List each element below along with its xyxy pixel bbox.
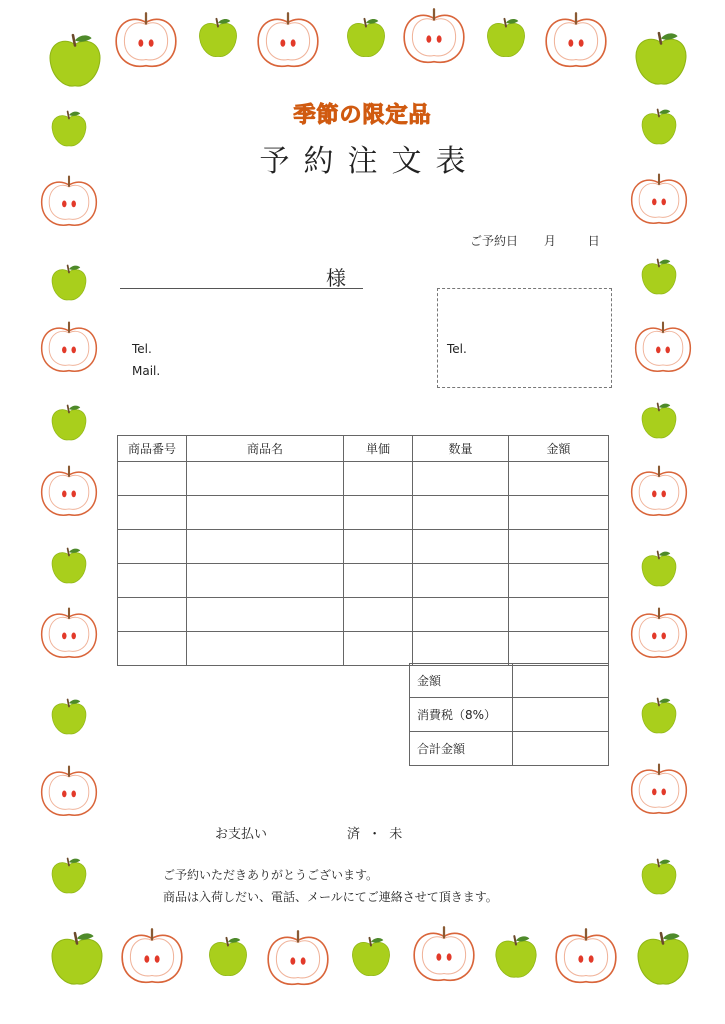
table-row [118,462,609,496]
header-amount: 金額 [509,436,609,462]
cell[interactable] [413,462,509,496]
green-apple-icon [638,256,680,298]
cell[interactable] [413,496,509,530]
cell[interactable] [187,496,344,530]
cell[interactable] [118,632,187,666]
table-row [118,564,609,598]
green-apple-icon [638,400,680,442]
customer-mail-label: Mail. [132,364,161,378]
header-unit-price: 単価 [344,436,413,462]
cell[interactable] [344,462,413,496]
subtotal-value[interactable] [513,664,609,698]
thank-you-message: ご予約いただきありがとうございます。 [163,868,379,882]
header-quantity: 数量 [413,436,509,462]
green-apple-icon [48,696,90,738]
cut-apple-icon [36,604,102,664]
payment-status-options[interactable]: 済 ・ 未 [347,827,405,842]
month-label: 月 [543,234,556,248]
reservation-date [470,232,604,249]
cut-apple-icon [110,10,182,72]
green-apple-icon [638,548,680,590]
table-row [410,698,609,732]
green-apple-icon [48,855,90,897]
green-apple-icon [343,15,389,61]
cell[interactable] [413,632,509,666]
cell[interactable] [509,462,609,496]
cut-apple-icon [36,172,102,232]
green-apple-icon [48,402,90,444]
green-apple-icon [44,30,106,92]
cell[interactable] [413,598,509,632]
day-label: 日 [587,234,600,248]
table-row [118,598,609,632]
cell[interactable] [118,564,187,598]
tax-label: 消費税（8%） [410,698,513,732]
total-label: 合計金額 [410,732,513,766]
tax-value[interactable] [513,698,609,732]
cell[interactable] [344,598,413,632]
shop-tel-label: Tel. [447,342,467,356]
cut-apple-icon [36,462,102,522]
green-apple-icon [488,932,544,982]
items-table [117,435,609,666]
shop-info-box [437,288,612,388]
green-apple-icon [483,15,529,61]
table-row [118,530,609,564]
cell[interactable] [509,530,609,564]
cell[interactable] [509,496,609,530]
cut-apple-icon [398,6,470,68]
cell[interactable] [344,632,413,666]
cut-apple-icon [626,760,692,820]
contact-notice: 商品は入荷しだい、電話、メールにてご連絡させて頂きます。 [163,890,498,904]
header-item-name: 商品名 [187,436,344,462]
green-apple-icon [630,28,692,90]
cut-apple-icon [36,762,102,822]
green-apple-icon [48,545,90,587]
reservation-date-label: ご予約日 [470,234,519,248]
customer-tel-label: Tel. [132,342,152,356]
table-row [118,632,609,666]
total-value[interactable] [513,732,609,766]
cell[interactable] [118,462,187,496]
cut-apple-icon [252,10,324,72]
items-table-header [118,436,609,462]
cell[interactable] [118,530,187,564]
cell[interactable] [344,496,413,530]
cell[interactable] [509,564,609,598]
green-apple-icon [638,856,680,898]
seasonal-subtitle: 季節の限定品 [293,103,432,128]
green-apple-icon [632,928,694,990]
cut-apple-icon [540,10,612,72]
table-row [118,496,609,530]
customer-honorific: 様 [326,266,346,290]
cell[interactable] [118,598,187,632]
cut-apple-icon [36,318,102,378]
green-apple-icon [48,262,90,304]
cell[interactable] [509,632,609,666]
cell[interactable] [344,530,413,564]
cut-apple-icon [116,926,188,988]
cell[interactable] [187,564,344,598]
cut-apple-icon [262,928,334,990]
cut-apple-icon [550,926,622,988]
customer-name-line[interactable] [120,288,363,289]
cell[interactable] [187,530,344,564]
cell[interactable] [187,632,344,666]
table-row [410,664,609,698]
totals-table [409,663,609,766]
cut-apple-icon [626,462,692,522]
cell[interactable] [509,598,609,632]
cell[interactable] [344,564,413,598]
header-item-number: 商品番号 [118,436,187,462]
cell[interactable] [413,530,509,564]
cut-apple-icon [630,318,696,378]
cell[interactable] [187,462,344,496]
page-title: 予約注文表 [259,144,480,179]
green-apple-icon [348,934,394,980]
green-apple-icon [205,934,251,980]
cut-apple-icon [626,604,692,664]
green-apple-icon [46,928,108,990]
table-row [410,732,609,766]
green-apple-icon [195,15,241,61]
subtotal-label: 金額 [410,664,513,698]
cell[interactable] [413,564,509,598]
green-apple-icon [638,695,680,737]
cell[interactable] [118,496,187,530]
payment-label: お支払い [215,827,268,842]
cut-apple-icon [408,924,480,986]
cell[interactable] [187,598,344,632]
